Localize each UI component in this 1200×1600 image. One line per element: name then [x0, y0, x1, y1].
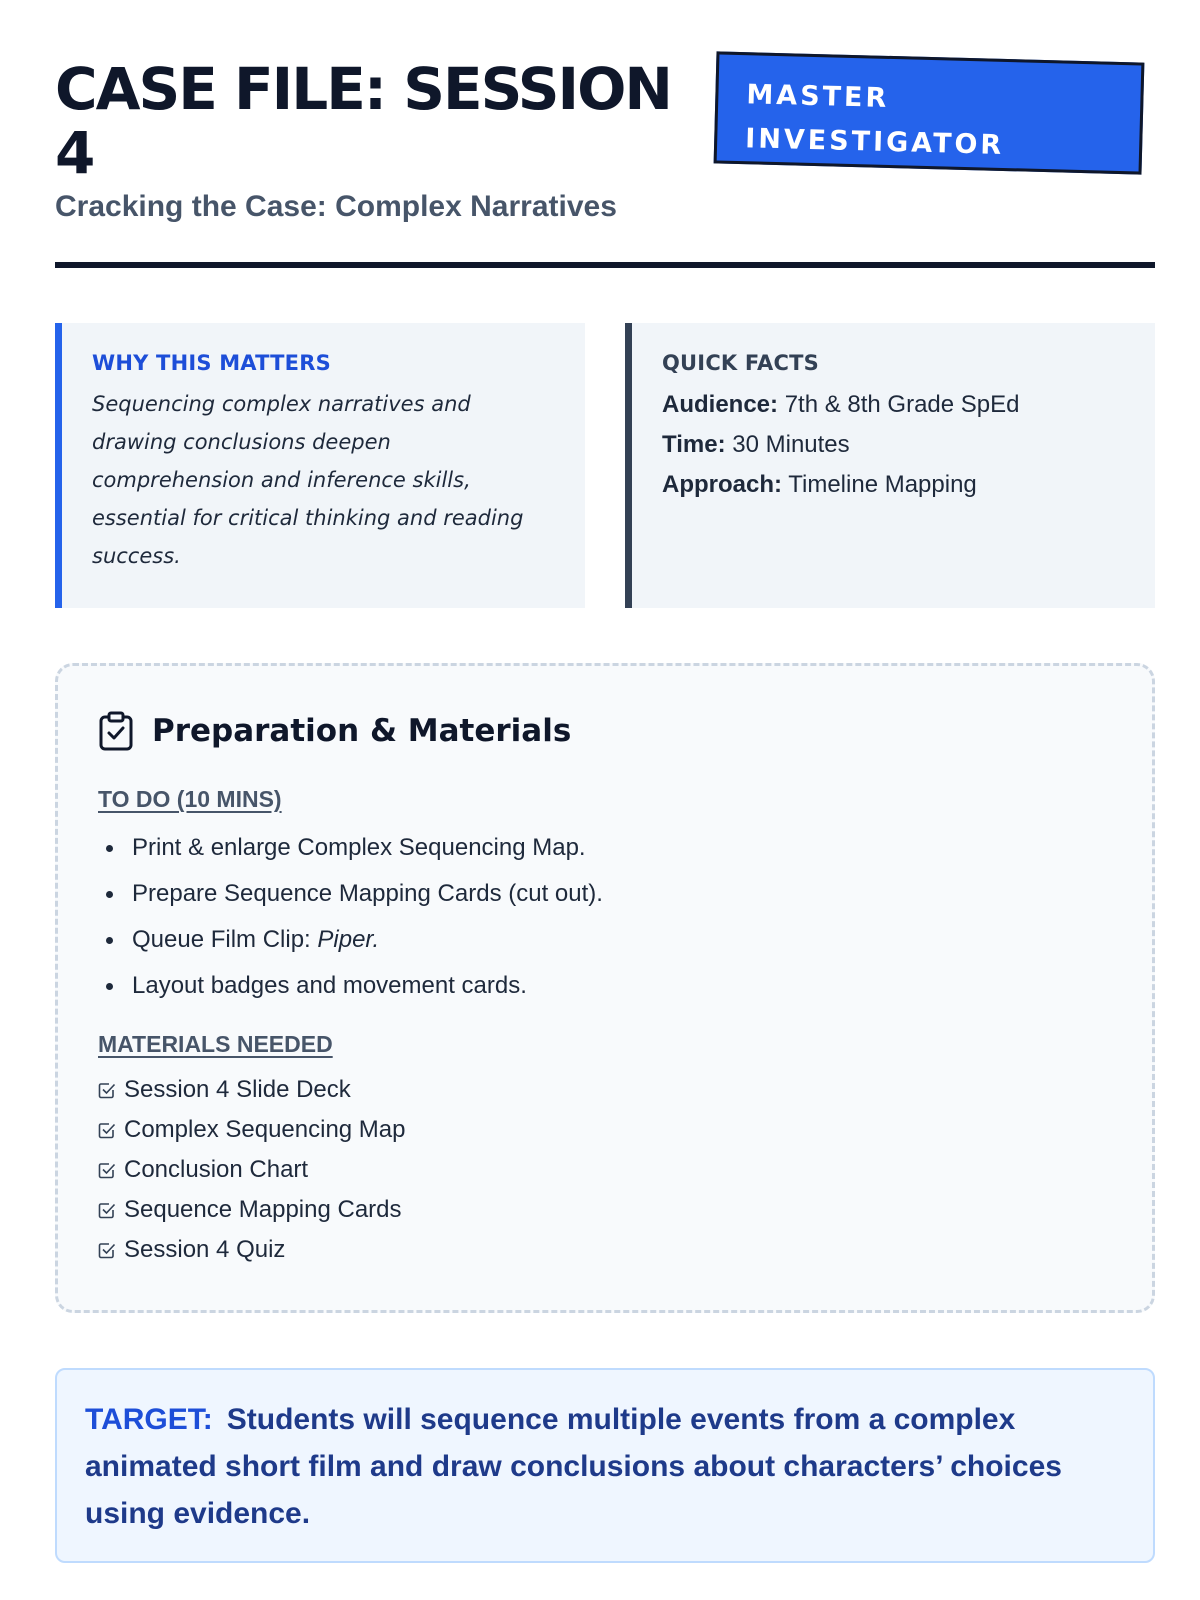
page-subtitle: Cracking the Case: Complex Narratives [55, 190, 617, 223]
materials-label: MATERIALS NEEDED [98, 1031, 333, 1057]
fact-label: Approach: [662, 471, 782, 498]
master-investigator-badge [714, 51, 1145, 174]
checkbox-checked-icon [98, 1121, 116, 1139]
quick-facts-card [625, 323, 1155, 608]
material-text: Conclusion Chart [124, 1156, 309, 1183]
page-title: CASE FILE: SESSION 4 [55, 55, 671, 187]
why-this-matters-card [55, 323, 585, 608]
list-item [98, 1190, 1112, 1230]
checkbox-checked-icon [98, 1161, 116, 1179]
info-cards [55, 323, 1155, 608]
checkbox-checked-icon [98, 1241, 116, 1259]
preparation-materials-box [55, 663, 1155, 1313]
list-item [98, 1230, 1112, 1270]
fact-label: Audience: [662, 391, 779, 418]
fact-time [662, 425, 1125, 465]
material-text: Sequence Mapping Cards [124, 1196, 402, 1223]
todo-text: Print & enlarge Complex Sequencing Map. [132, 834, 586, 861]
prep-title-row [98, 706, 1112, 756]
list-item [98, 963, 1112, 1009]
why-text: Sequencing complex narratives and drawing conclusions deepen comprehension and inference skills, essential for critical thinking and reading success. [92, 392, 524, 568]
header [55, 45, 1155, 223]
fact-value: 30 Minutes [732, 431, 850, 458]
facts-heading: QUICK FACTS [662, 351, 819, 375]
todo-text: Queue Film Clip: [132, 926, 318, 953]
fact-value: Timeline Mapping [788, 471, 977, 498]
material-text: Session 4 Slide Deck [124, 1076, 351, 1103]
checkbox-checked-icon [98, 1081, 116, 1099]
prep-title: Preparation & Materials [152, 713, 572, 749]
list-item [98, 917, 1112, 963]
fact-audience [662, 385, 1125, 425]
material-text: Session 4 Quiz [124, 1236, 286, 1263]
list-item [98, 1070, 1112, 1110]
todo-text: Prepare Sequence Mapping Cards (cut out). [132, 880, 603, 907]
checkbox-checked-icon [98, 1201, 116, 1219]
materials-list [98, 1070, 1112, 1270]
film-title: Piper. [317, 926, 380, 953]
target-text: Students will sequence multiple events from a complex animated short film and draw conclusions about characters’ choices using evidence. [85, 1403, 1062, 1530]
list-item [98, 1150, 1112, 1190]
clipboard-check-icon [98, 711, 134, 751]
material-text: Complex Sequencing Map [124, 1116, 406, 1143]
header-divider [55, 262, 1155, 268]
badge-label: MASTER INVESTIGATOR [744, 79, 1005, 161]
lesson-page [55, 45, 1155, 1530]
target-label: TARGET: [85, 1403, 213, 1436]
fact-value: 7th & 8th Grade SpEd [784, 391, 1020, 418]
todo-text: Layout badges and movement cards. [132, 972, 527, 999]
list-item [98, 871, 1112, 917]
todo-list [98, 825, 1112, 1009]
todo-label: TO DO (10 MINS) [98, 786, 282, 812]
fact-approach [662, 465, 1125, 505]
list-item [98, 825, 1112, 871]
fact-label: Time: [662, 431, 726, 458]
why-heading: WHY THIS MATTERS [92, 351, 331, 375]
target-box [55, 1368, 1155, 1563]
list-item [98, 1110, 1112, 1150]
